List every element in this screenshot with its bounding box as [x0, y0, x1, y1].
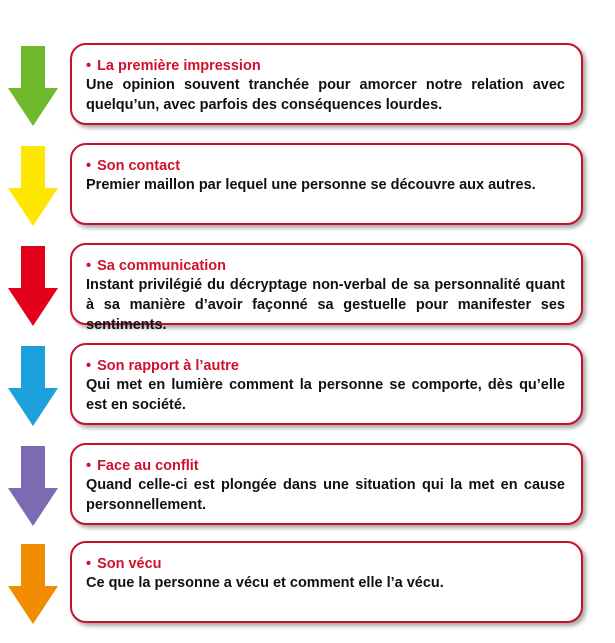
step-box: [70, 541, 583, 623]
down-arrow-icon: [8, 46, 58, 126]
step-title: • La première impression: [86, 58, 261, 74]
down-arrow-icon: [8, 146, 58, 226]
step-description: Ce que la personne a vécu et comment elle l’a vécu.: [86, 575, 444, 591]
bullet-icon: •: [86, 258, 92, 274]
step-description: Instant privilégié du décryptage non-verbal de sa personnalité quant à sa manière d’avoir façonné sa gestuelle pour manifester ses sentiments.: [86, 277, 565, 333]
step-box: [70, 143, 583, 225]
step-row: [0, 43, 615, 133]
step-box: [70, 343, 583, 425]
step-row: [0, 443, 615, 533]
bullet-icon: •: [86, 158, 92, 174]
step-title: • Son vécu: [86, 556, 162, 572]
step-box: [70, 243, 583, 333]
bullet-icon: •: [86, 458, 92, 474]
step-row: [0, 343, 615, 433]
step-description: Quand celle-ci est plongée dans une situation qui la met en cause personnellement.: [86, 477, 565, 513]
down-arrow-icon: [8, 544, 58, 624]
down-arrow-icon: [8, 446, 58, 526]
bullet-icon: •: [86, 358, 92, 374]
down-arrow-icon: [8, 346, 58, 426]
step-description: Premier maillon par lequel une personne se découvre aux autres.: [86, 177, 536, 193]
step-title: • Sa communication: [86, 258, 226, 274]
step-row: [0, 243, 615, 333]
step-description: Qui met en lumière comment la personne se comporte, dès qu’elle est en société.: [86, 377, 565, 413]
step-box: [70, 43, 583, 125]
step-box: [70, 443, 583, 525]
step-row: [0, 143, 615, 233]
step-row: [0, 541, 615, 631]
bullet-icon: •: [86, 556, 92, 572]
step-title: • Face au conflit: [86, 458, 199, 474]
down-arrow-icon: [8, 246, 58, 326]
step-description: Une opinion souvent tranchée pour amorcer notre relation avec quelqu’un, avec parfois des conséquences lourdes.: [86, 77, 565, 113]
step-title: • Son contact: [86, 158, 181, 174]
bullet-icon: •: [86, 58, 92, 74]
step-title: • Son rapport à l’autre: [86, 358, 239, 374]
